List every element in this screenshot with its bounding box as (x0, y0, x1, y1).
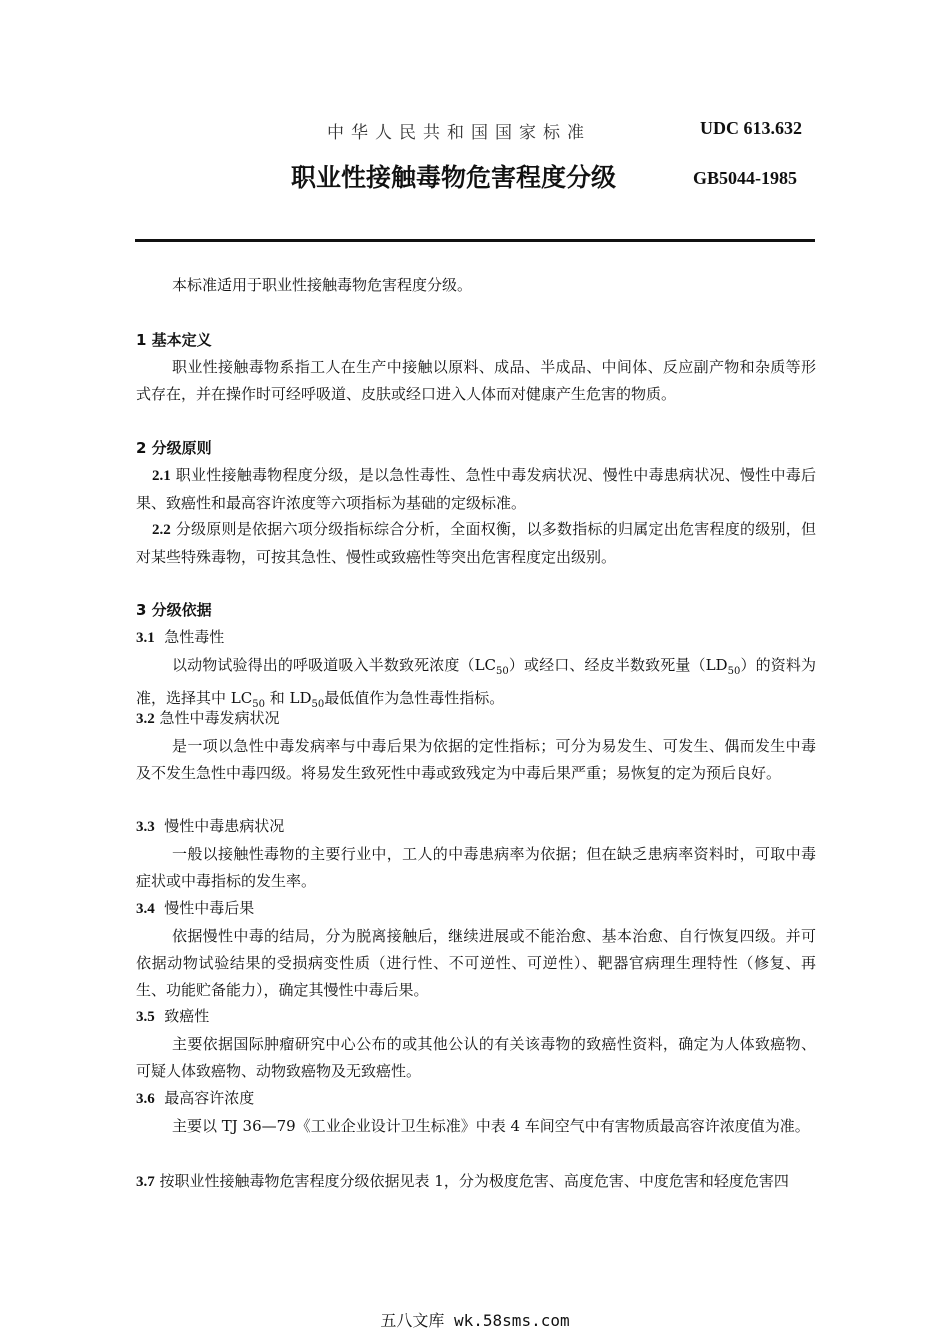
section-number: 3.2 (136, 711, 155, 727)
section-title: 致癌性 (164, 1007, 210, 1025)
section-3-heading: 3 分级依据 (136, 601, 212, 619)
section-1-text: 职业性接触毒物系指工人在生产中接触以原料、成品、半成品、中间体、反应副产物和杂质等形式存在，并在操作时可经呼吸道、皮肤或经口进入人体而对健康产生危害的物质。 (136, 358, 816, 403)
section-number: 2.1 (152, 468, 171, 484)
intro-paragraph: 本标准适用于职业性接触毒物危害程度分级。 (172, 276, 473, 294)
footer-watermark: 五八文库 wk.58sms.com (380, 1311, 570, 1330)
section-3-6-heading (136, 1087, 254, 1108)
section-3-6-text: 主要以 TJ 36—79《工业企业设计卫生标准》中表 4 车间空气中有害物质最高容许浓度值为准。 (172, 1117, 810, 1135)
section-title: 慢性中毒后果 (164, 899, 255, 917)
section-3-7 (136, 1168, 816, 1196)
section-title: 最高容许浓度 (164, 1089, 255, 1107)
section-2-2 (136, 516, 816, 571)
section-number: 3.1 (136, 630, 155, 646)
section-number: 3.5 (136, 1009, 155, 1025)
section-3-2-heading (136, 707, 280, 728)
subscript: 50 (311, 699, 325, 710)
udc-code: UDC 613.632 (700, 118, 802, 138)
section-text: 分级原则是依据六项分级指标综合分析，全面权衡，以多数指标的归属定出危害程度的级别，但对某些特殊毒物，可按其急性、慢性或致癌性等突出危害程度定出级别。 (136, 520, 816, 566)
subscript: 50 (727, 666, 741, 677)
section-title: 慢性中毒患病状况 (164, 817, 285, 835)
section-text: 按职业性接触毒物危害程度分级依据见表 1，分为极度危害、高度危害、中度危害和轻度危害四 (159, 1172, 789, 1190)
section-3-4-text: 依据慢性中毒的结局，分为脱离接触后，继续进展或不能治愈、基本治愈、自行恢复四级。并可依据动物试验结果的受损病变性质（进行性、不可逆性、可逆性）、靶器官病理生理特性（修复、再生、功能贮备能力），确定其慢性中毒后果。 (136, 927, 816, 999)
section-3-5-heading (136, 1005, 209, 1026)
text-fragment: 以动物试验得出的呼吸道吸入半数致死浓度（LC (172, 656, 497, 674)
section-3-3-heading (136, 815, 284, 836)
section-number: 3.4 (136, 901, 155, 917)
section-3-3-text: 一般以接触性毒物的主要行业中，工人的中毒患病率为依据；但在缺乏患病率资料时，可取中毒症状或中毒指标的发生率。 (136, 845, 816, 890)
subscript: 50 (252, 699, 265, 710)
section-2-1 (136, 462, 816, 517)
text-fragment: ）或经口、经皮半数致死量（LD (508, 656, 728, 674)
section-2-heading: 2 分级原则 (136, 439, 212, 457)
gb-code: GB5044-1985 (693, 168, 798, 188)
section-1-heading: 1 基本定义 (136, 331, 212, 349)
section-3-4-heading (136, 897, 254, 918)
national-standard-label: 中华人民共和国国家标准 (327, 123, 591, 143)
section-number: 3.6 (136, 1091, 155, 1107)
section-3-5-text: 主要依据国际肿瘤研究中心公布的或其他公认的有关该毒物的致癌性资料，确定为人体致癌物、可疑人体致癌物、动物致癌物及无致癌性。 (136, 1035, 816, 1080)
section-number: 3.3 (136, 819, 155, 835)
section-title: 急性中毒发病状况 (159, 709, 280, 727)
section-3-1-heading (136, 626, 224, 647)
section-3-2-text: 是一项以急性中毒发病率与中毒后果为依据的定性指标；可分为易发生、可发生、偶而发生中毒及不发生急性中毒四级。将易发生致死性中毒或致残定为中毒后果严重；易恢复的定为预后良好。 (136, 737, 816, 782)
document-title: 职业性接触毒物危害程度分级 (291, 163, 617, 192)
text-fragment: 最低值作为急性毒性指标。 (324, 689, 505, 707)
header-rule (135, 239, 815, 242)
section-number: 2.2 (152, 522, 171, 538)
section-title: 急性毒性 (164, 628, 225, 646)
subscript: 50 (496, 666, 509, 677)
text-fragment: 和 LD (264, 689, 312, 707)
section-number: 3.7 (136, 1174, 155, 1190)
section-text: 职业性接触毒物程度分级，是以急性毒性、急性中毒发病状况、慢性中毒患病状况、慢性中毒后果、致癌性和最高容许浓度等六项指标为基础的定级标准。 (136, 466, 816, 512)
text-fragment: ）的资料为准，选择其中 LC (136, 656, 816, 707)
